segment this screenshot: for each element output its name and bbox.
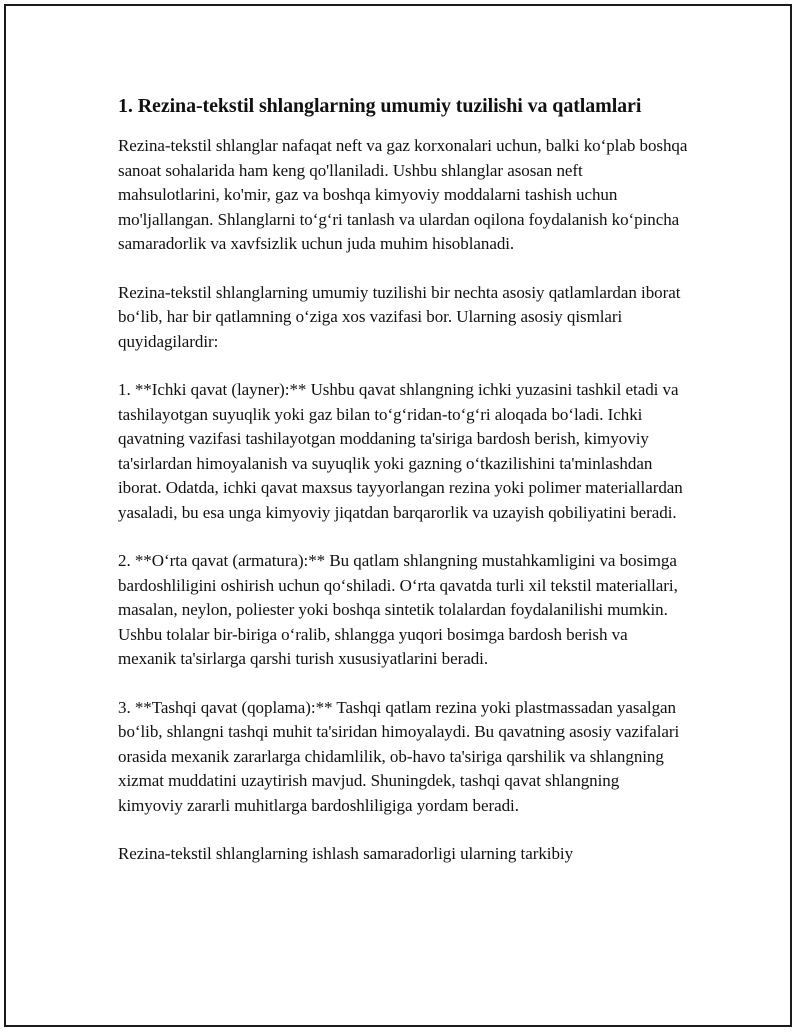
paragraph-inner-layer: 1. **Ichki qavat (layner):** Ushbu qavat shlangning ichki yuzasini tashkil etadi va tashilayotgan suyuqlik yoki gaz bilan to‘g‘ridan-to‘g‘ri aloqada bo‘ladi. Ichki qavatning vazifasi tashilayotgan moddaning ta'siriga bardosh berish, kimyoviy ta'sirlardan himoyalanish va suyuqlik yoki gazning o‘tkazilishini ta'minlashdan iborat. Odatda, ichki qavat maxsus tayyorlangan rezina yoki polimer materiallardan yasaladi, bu esa unga kimyoviy jiqatdan barqarorlik va uzayish qobiliyatini beradi.: [118, 380, 683, 522]
paragraph-middle-layer: 2. **O‘rta qavat (armatura):** Bu qatlam shlangning mustahkamligini va bosimga bardoshliligini oshirish uchun qo‘shiladi. O‘rta qavatda turli xil tekstil materiallari, masalan, neylon, poliester yoki boshqa sintetik tolalardan foydalanilishi mumkin. Ushbu tolalar bir-biriga o‘ralib, shlangga yuqori bosimga bardosh berish va mexanik ta'sirlarga qarshi turish xususiyatlarini beradi.: [118, 551, 678, 668]
section-heading: 1. Rezina-tekstil shlanglarning umumiy tuzilishi va qatlamlari: [118, 95, 642, 117]
paragraph-intro: Rezina-tekstil shlanglar nafaqat neft va gaz korxonalari uchun, balki ko‘plab boshqa sanoat sohalarida ham keng qo'llaniladi. Ushbu shlanglar asosan neft mahsulotlarini, ko'mir, gaz va boshqa kimyoviy moddalarni tashish uchun mo'ljallangan. Shlanglarni to‘g‘ri tanlash va ulardan oqilona foydalanish ko‘pincha samaradorlik va xavfsizlik uchun juda muhim hisoblanadi.: [118, 136, 688, 253]
paragraph-outer-layer: 3. **Tashqi qavat (qoplama):** Tashqi qatlam rezina yoki plastmassadan yasalgan bo‘lib, shlangni tashqi muhit ta'siridan himoyalaydi. Bu qavatning asosiy vazifalari orasida mexanik zararlarga chidamlilik, ob-havo ta'siriga qarshilik va shlangning xizmat muddatini uzaytirish mavjud. Shuningdek, tashqi qavat shlangning kimyoviy zararli muhitlarga bardoshliligiga yordam beradi.: [118, 697, 680, 815]
paragraph-performance: Rezina-tekstil shlanglarning ishlash samaradorligi ularning tarkibiy: [118, 844, 574, 863]
document-body: [118, 92, 688, 867]
paragraph-structure: Rezina-tekstil shlanglarning umumiy tuzilishi bir nechta asosiy qatlamlardan iborat bo‘lib, har bir qatlamning o‘ziga xos vazifasi bor. Ularning asosiy qismlari quyidagilardir:: [118, 282, 681, 351]
